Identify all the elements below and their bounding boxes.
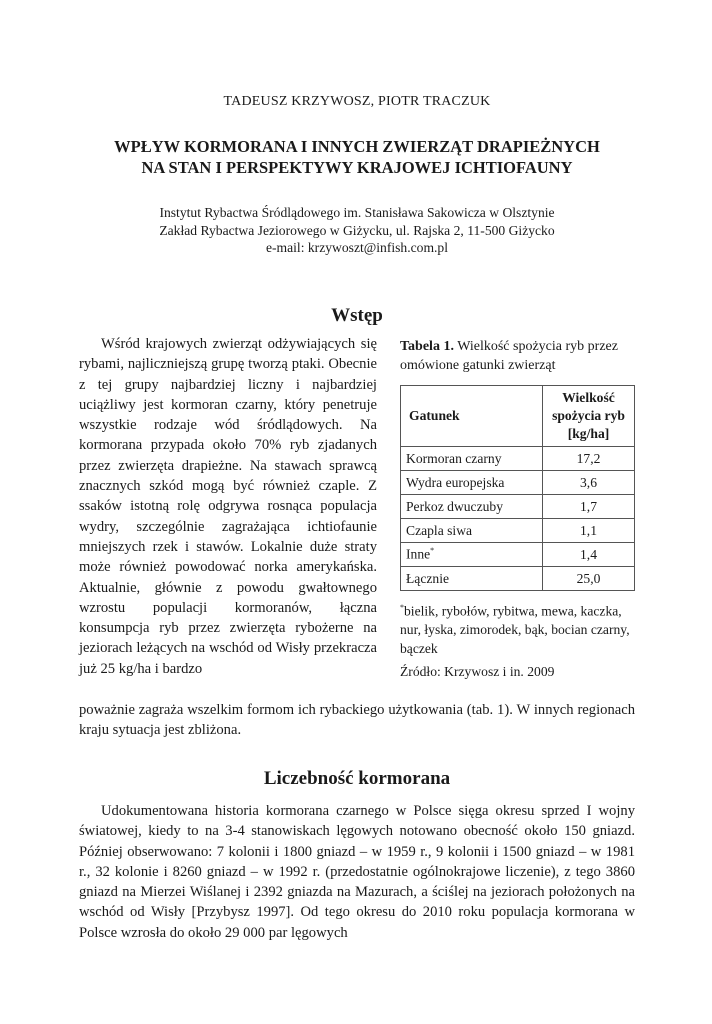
section-heading-cormorant-population: Liczebność kormorana xyxy=(263,768,451,789)
affiliation-institute: Instytut Rybactwa Śródlądowego im. Stanisława Sakowicza w Olsztynie xyxy=(159,205,555,220)
header-consumption-line-1: Wielkość xyxy=(562,390,615,405)
title-line-2: NA STAN I PERSPEKTYWY KRAJOWEJ ICHTIOFAUNY xyxy=(141,158,573,177)
table-footnote xyxy=(400,599,635,658)
header-consumption xyxy=(543,386,635,447)
header-consumption-line-2: spożycia ryb xyxy=(552,408,625,423)
row-species: Czapla siwa xyxy=(401,519,543,543)
footnote-mark: * xyxy=(400,603,404,612)
row-species-label: Inne xyxy=(406,546,431,562)
table-caption xyxy=(400,338,635,375)
cormorant-paragraph: Udokumentowana historia kormorana czarnego w Polsce sięga okresu sprzed I wojny światowej, kiedy to na 3-4 stanowiskach lęgowych notowano obecność około 150 gniazd. Później obserwowano: 7 kolonii i 1800 gniazd – w 1959 r., 9 kolonii i 1500 gniazd – w 1981 r., 32 kolonie i 8260 gniazd – w 1992 r. (przedostatnie ogólnokrajowe liczenie), z tego 3860 gniazd na Mierzei Wiślanej i 2392 gniazda na Mazurach, a ściślej na jeziorach położonych na wschód od Wisły [Przybysz 1997]. Od tego okresu do 2010 roku populacja kormorana w Polsce wzrosła do około 29 000 par lęgowych xyxy=(79,803,635,941)
table-row xyxy=(401,543,635,567)
row-species: Perkoz dwuczuby xyxy=(401,495,543,519)
section-heading-intro: Wstęp xyxy=(331,305,383,326)
row-value: 17,2 xyxy=(543,447,635,471)
row-value: 1,1 xyxy=(543,519,635,543)
footnote-text: bielik, rybołów, rybitwa, mewa, kaczka, nur, łyska, zimorodek, bąk, bocian czarny, bączek xyxy=(400,603,630,656)
table-row xyxy=(401,447,635,471)
row-species: Kormoran czarny xyxy=(401,447,543,471)
table-header-row xyxy=(401,386,635,447)
table-row xyxy=(401,471,635,495)
fish-consumption-table xyxy=(400,385,635,591)
table-row xyxy=(401,495,635,519)
affiliation-department: Zakład Rybactwa Jeziorowego w Giżycku, ul. Rajska 2, 11-500 Giżycko xyxy=(159,222,555,238)
affiliation-email: e-mail: krzywoszt@infish.com.pl xyxy=(265,240,449,255)
intro-column-text xyxy=(79,334,377,679)
table-caption-text: Wielkość spożycia ryb przez omówione gatunki zwierząt xyxy=(400,339,618,373)
row-species: Wydra europejska xyxy=(401,471,543,495)
table-1 xyxy=(400,338,635,680)
cormorant-section-text xyxy=(79,801,635,943)
header-consumption-line-3: [kg/ha] xyxy=(567,426,610,441)
row-value: 25,0 xyxy=(543,567,635,591)
footnote-marker: * xyxy=(430,546,435,556)
article-title xyxy=(79,136,635,178)
authors: TADEUSZ KRZYWOSZ, PIOTR TRACZUK xyxy=(223,94,491,109)
table-row-total xyxy=(401,567,635,591)
row-species: Łącznie xyxy=(401,567,543,591)
intro-paragraph-continued: poważnie zagraża wszelkim formom ich rybackiego użytkowania (tab. 1). W innych regionach kraju sytuacja jest zbliżona. xyxy=(79,702,635,739)
title-line-1: WPŁYW KORMORANA I INNYCH ZWIERZĄT DRAPIEŻNYCH xyxy=(114,137,600,156)
intro-continuation xyxy=(79,700,635,741)
table-source: Źródło: Krzywosz i in. 2009 xyxy=(400,664,555,680)
affiliation xyxy=(79,204,635,257)
row-value: 3,6 xyxy=(543,471,635,495)
intro-paragraph: Wśród krajowych zwierząt odżywiających się rybami, najliczniejszą grupę tworzą ptaki. Obecnie z tej grupy najbardziej liczny i najbardziej uciążliwy jest kormoran czarny, który penetruje wszystkie rodzaje wód śródlądowych. Na kormorana przypada około 70% ryb zjadanych przez zwierzęta drapieżne. Na stawach sprawcą znacznych szkód mogą być również czaple. Z ssaków istotną rolę odgrywa rosnąca populacja wydry, szczególnie zagrażająca ichtiofaunie mniejszych rzek i stawów. Lokalnie duże straty może również powodować norka amerykańska. Aktualnie, głównie z powodu gwałtownego wzrostu populacji kormoranów, łączna konsumpcja ryb przez zwierzęta rybożerne na jeziorach leżących na wschód od Wisły przekracza już 25 kg/ha i bardzo xyxy=(79,336,377,677)
row-species-other xyxy=(401,543,543,567)
table-caption-label: Tabela 1. xyxy=(400,339,454,354)
table-row xyxy=(401,519,635,543)
row-value: 1,4 xyxy=(543,543,635,567)
header-species: Gatunek xyxy=(401,386,543,447)
row-value: 1,7 xyxy=(543,495,635,519)
